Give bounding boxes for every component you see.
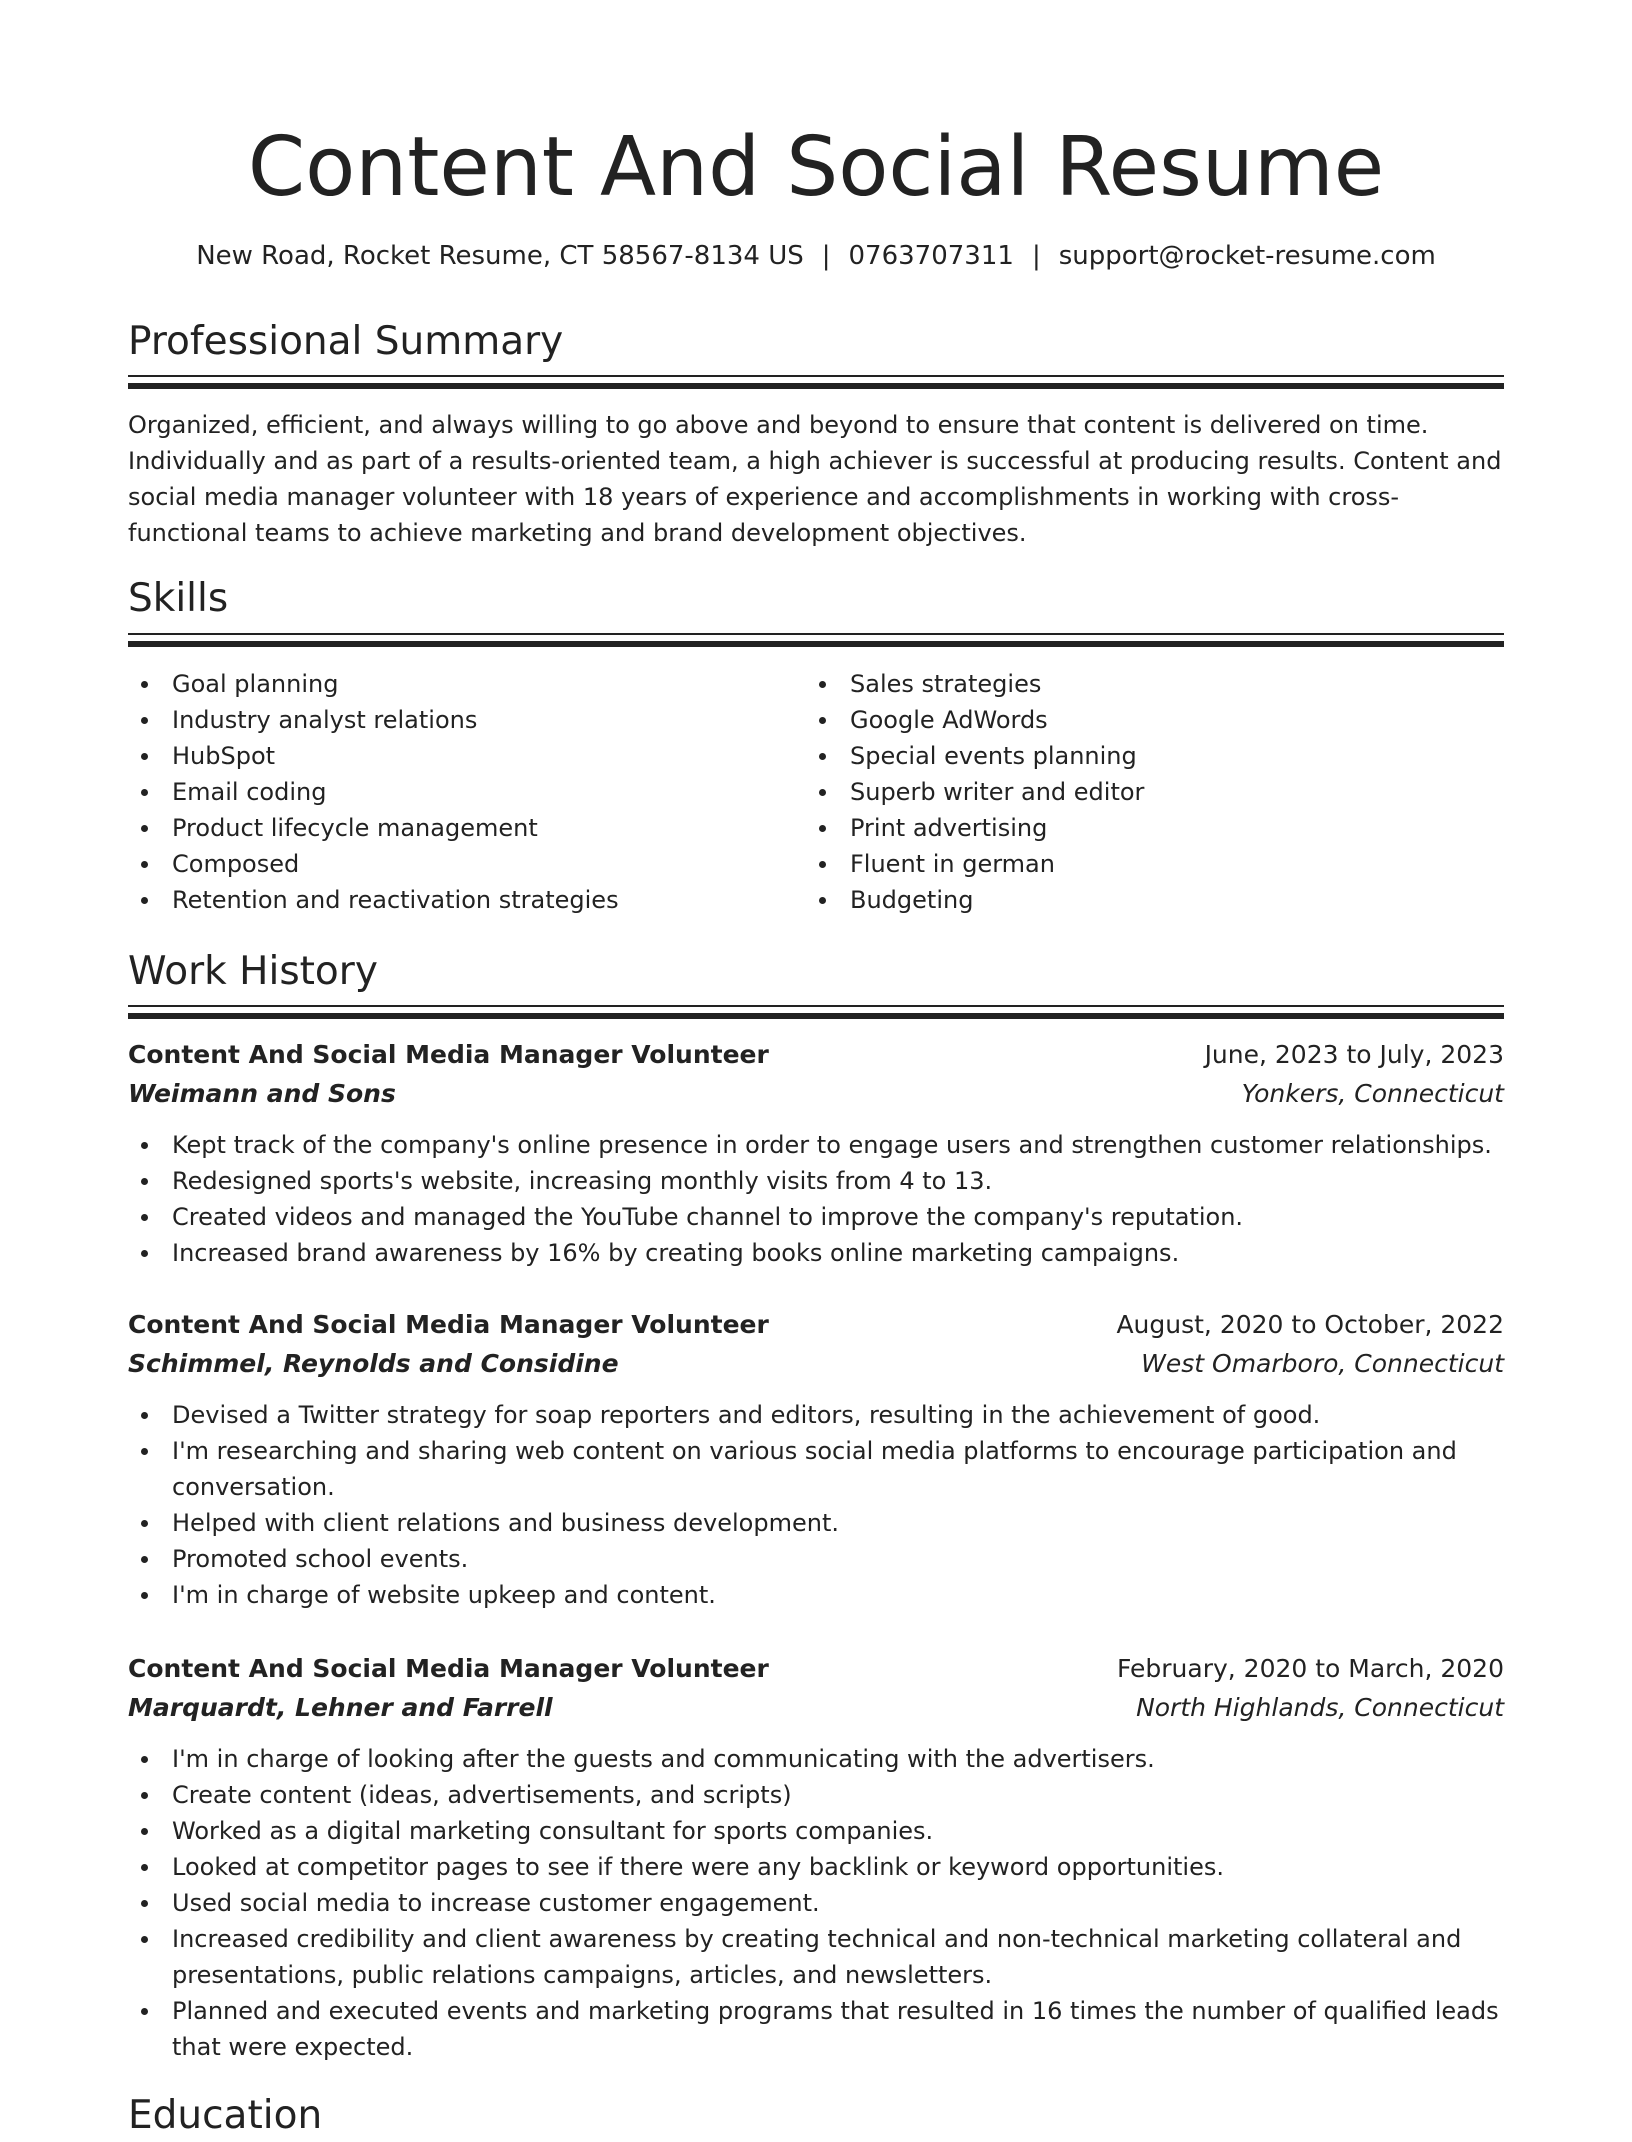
skill-item: HubSpot: [128, 738, 788, 774]
job-bullet: Used social media to increase customer engagement.: [128, 1885, 1504, 1921]
job-dates: June, 2023 to July, 2023: [1204, 1040, 1504, 1069]
job-company: Weimann and Sons: [128, 1079, 396, 1108]
job-bullet: Helped with client relations and business development.: [128, 1505, 1504, 1541]
skill-item: Email coding: [128, 774, 788, 810]
job-bullet: Create content (ideas, advertisements, and scripts): [128, 1777, 1504, 1813]
skill-item: Budgeting: [806, 882, 1504, 918]
contact-separator: |: [1031, 241, 1041, 271]
job-title: Content And Social Media Manager Volunteer: [128, 1310, 769, 1339]
job-bullet: I'm researching and sharing web content on various social media platforms to encourage participation and conversation.: [128, 1433, 1504, 1505]
job-title: Content And Social Media Manager Volunteer: [128, 1040, 769, 1069]
job-entry: [128, 1306, 1504, 1613]
skill-item: Industry analyst relations: [128, 702, 788, 738]
job-bullet: Devised a Twitter strategy for soap reporters and editors, resulting in the achievement of good.: [128, 1397, 1504, 1433]
section-title-summary: Professional Summary: [128, 319, 564, 364]
section-divider: [128, 1005, 1504, 1019]
job-bullet: Increased brand awareness by 16% by creating books online marketing campaigns.: [128, 1235, 1504, 1271]
skill-item: Google AdWords: [806, 702, 1504, 738]
job-bullets: [128, 1397, 1504, 1613]
job-bullet: Worked as a digital marketing consultant for sports companies.: [128, 1813, 1504, 1849]
job-company: Marquardt, Lehner and Farrell: [128, 1693, 553, 1722]
skill-item: Retention and reactivation strategies: [128, 882, 788, 918]
section-title-skills: Skills: [128, 576, 229, 621]
skill-item: Product lifecycle management: [128, 810, 788, 846]
job-bullet: Looked at competitor pages to see if there were any backlink or keyword opportunities.: [128, 1849, 1504, 1885]
job-bullet: Increased credibility and client awareness by creating technical and non-technical marketing collateral and presentations, public relations campaigns, articles, and newsletters.: [128, 1921, 1504, 1993]
job-entry: [128, 1036, 1504, 1271]
section-divider: [128, 375, 1504, 389]
job-bullet: Created videos and managed the YouTube channel to improve the company's reputation.: [128, 1199, 1504, 1235]
job-dates: February, 2020 to March, 2020: [1116, 1654, 1504, 1683]
job-location: North Highlands, Connecticut: [1136, 1693, 1504, 1722]
job-location: Yonkers, Connecticut: [1241, 1079, 1504, 1108]
job-bullet: Planned and executed events and marketing programs that resulted in 16 times the number of qualified leads that were expected.: [128, 1993, 1504, 2065]
job-entry: [128, 1650, 1504, 2065]
job-bullet: I'm in charge of looking after the guests and communicating with the advertisers.: [128, 1741, 1504, 1777]
skills-list-left: [128, 666, 788, 918]
contact-phone: 0763707311: [848, 241, 1014, 271]
skill-item: Special events planning: [806, 738, 1504, 774]
skill-item: Superb writer and editor: [806, 774, 1504, 810]
section-title-education: Education: [128, 2093, 323, 2138]
contact-email: support@rocket-resume.com: [1058, 241, 1436, 271]
contact-address: New Road, Rocket Resume, CT 58567-8134 US: [196, 241, 804, 271]
job-location: West Omarboro, Connecticut: [1141, 1349, 1504, 1378]
job-bullet: I'm in charge of website upkeep and content.: [128, 1577, 1504, 1613]
skill-item: Fluent in german: [806, 846, 1504, 882]
contact-separator: |: [821, 241, 831, 271]
job-bullet: Promoted school events.: [128, 1541, 1504, 1577]
skills-list-right: [806, 666, 1504, 918]
skill-item: Print advertising: [806, 810, 1504, 846]
job-bullet: Redesigned sports's website, increasing monthly visits from 4 to 13.: [128, 1163, 1504, 1199]
summary-text: Organized, efficient, and always willing to go above and beyond to ensure that content is delivered on time. Individually and as part of a results-oriented team, a high achiever is successful at producing results. Content and social media manager volunteer with 18 years of experience and accomplishments in working with cross-functional teams to achieve marketing and brand development objectives.: [128, 411, 1502, 547]
job-bullets: [128, 1127, 1504, 1271]
skill-item: Sales strategies: [806, 666, 1504, 702]
resume-name: Content And Social Resume: [247, 120, 1385, 215]
section-divider: [128, 633, 1504, 647]
skill-item: Composed: [128, 846, 788, 882]
job-company: Schimmel, Reynolds and Considine: [128, 1349, 619, 1378]
job-bullets: [128, 1741, 1504, 2065]
job-title: Content And Social Media Manager Volunteer: [128, 1654, 769, 1683]
skill-item: Goal planning: [128, 666, 788, 702]
job-dates: August, 2020 to October, 2022: [1116, 1310, 1504, 1339]
job-bullet: Kept track of the company's online presence in order to engage users and strengthen customer relationships.: [128, 1127, 1504, 1163]
section-title-work-history: Work History: [128, 949, 378, 994]
contact-line: [0, 238, 1632, 274]
